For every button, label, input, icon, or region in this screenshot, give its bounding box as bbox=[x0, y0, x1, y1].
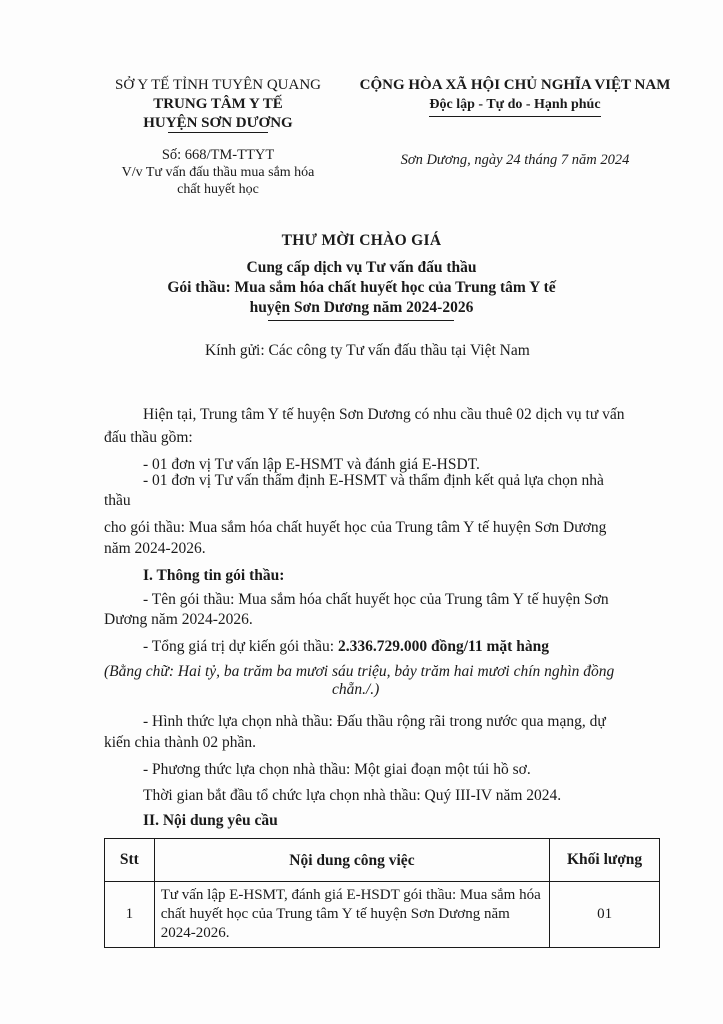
value-in-words-line2: chẵn./.) bbox=[332, 681, 380, 698]
section2-heading: II. Nội dung yêu cầu bbox=[143, 812, 278, 829]
subtitle-underline bbox=[268, 320, 454, 321]
row-stt: 1 bbox=[105, 882, 155, 948]
selection-form-line1: - Hình thức lựa chọn nhà thầu: Đấu thầu rộng rãi trong nước qua mạng, dự bbox=[143, 713, 606, 730]
row-quantity: 01 bbox=[550, 882, 660, 948]
nation-name: CỘNG HÒA XÃ HỘI CHỦ NGHĨA VIỆT NAM bbox=[359, 77, 671, 93]
department-name: SỞ Y TẾ TỈNH TUYÊN QUANG bbox=[115, 77, 321, 93]
document-subtitle bbox=[150, 258, 573, 318]
national-motto: Độc lập - Tự do - Hạnh phúc bbox=[429, 95, 600, 117]
service-item-1: - 01 đơn vị Tư vấn lập E-HSMT và đánh giá E-HSDT. bbox=[143, 456, 480, 473]
issuer-block bbox=[92, 76, 344, 133]
row-content: Tư vấn lập E-HSMT, đánh giá E-HSDT gói thầu: Mua sắm hóa chất huyết học của Trung tâm Y tế huyện Sơn Dương năm 2024-2026. bbox=[154, 882, 549, 948]
greeting: Kính gửi: Các công ty Tư vấn đấu thầu tại Việt Nam bbox=[205, 342, 530, 359]
subtitle-line2: Gói thầu: Mua sắm hóa chất huyết học của Trung tâm Y tế bbox=[167, 279, 556, 296]
package-name-line1: - Tên gói thầu: Mua sắm hóa chất huyết học của Trung tâm Y tế huyện Sơn bbox=[143, 591, 609, 608]
column-header-quantity: Khối lượng bbox=[550, 839, 660, 882]
package-value-label: - Tổng giá trị dự kiến gói thầu: bbox=[143, 638, 338, 655]
requirements-table bbox=[104, 838, 660, 948]
subtitle-line1: Cung cấp dịch vụ Tư vấn đấu thầu bbox=[246, 259, 477, 276]
column-header-content: Nội dung công việc bbox=[154, 839, 549, 882]
column-header-stt: Stt bbox=[105, 839, 155, 882]
selection-method: - Phương thức lựa chọn nhà thầu: Một giai đoạn một túi hồ sơ. bbox=[143, 761, 531, 778]
document-number: Số: 668/TM-TTYT bbox=[161, 147, 275, 163]
nation-block bbox=[350, 76, 680, 117]
value-in-words-line1: (Bằng chữ: Hai tỷ, ba trăm ba mươi sáu triệu, bảy trăm hai mươi chín nghìn đồng bbox=[104, 663, 615, 680]
package-for-line2: năm 2024-2026. bbox=[104, 540, 206, 557]
intro-line2: đấu thầu gồm: bbox=[104, 429, 193, 446]
service-item-2-line2: thầu bbox=[104, 492, 131, 509]
selection-form-line2: kiến chia thành 02 phần. bbox=[104, 734, 256, 751]
organization-name-line2: HUYỆN SƠN DƯƠNG bbox=[143, 115, 293, 131]
document-title: THƯ MỜI CHÀO GIÁ bbox=[281, 232, 442, 249]
service-item-2-line1: - 01 đơn vị Tư vấn thẩm định E-HSMT và thẩm định kết quả lựa chọn nhà bbox=[143, 472, 604, 489]
subject-line2: chất huyết học bbox=[177, 182, 259, 197]
package-value bbox=[143, 636, 549, 657]
table-header-row bbox=[105, 839, 660, 882]
document-subject bbox=[104, 164, 332, 198]
intro-line1: Hiện tại, Trung tâm Y tế huyện Sơn Dương có nhu cầu thuê 02 dịch vụ tư vấn bbox=[143, 406, 625, 423]
organization-name-line1: TRUNG TÂM Y TẾ bbox=[153, 96, 283, 112]
section1-heading: I. Thông tin gói thầu: bbox=[143, 567, 285, 584]
package-for-line1: cho gói thầu: Mua sắm hóa chất huyết học của Trung tâm Y tế huyện Sơn Dương bbox=[104, 519, 607, 536]
subtitle-line3: huyện Sơn Dương năm 2024-2026 bbox=[249, 299, 474, 316]
package-value-amount: 2.336.729.000 đồng/11 mặt hàng bbox=[337, 638, 549, 655]
issuer-underline bbox=[168, 132, 268, 133]
place-and-date: Sơn Dương, ngày 24 tháng 7 năm 2024 bbox=[400, 152, 630, 168]
selection-time: Thời gian bắt đầu tổ chức lựa chọn nhà thầu: Quý III-IV năm 2024. bbox=[143, 787, 562, 804]
subject-line1: V/v Tư vấn đấu thầu mua sắm hóa bbox=[121, 165, 315, 180]
package-name-line2: Dương năm 2024-2026. bbox=[104, 611, 253, 628]
table-row bbox=[105, 882, 660, 948]
